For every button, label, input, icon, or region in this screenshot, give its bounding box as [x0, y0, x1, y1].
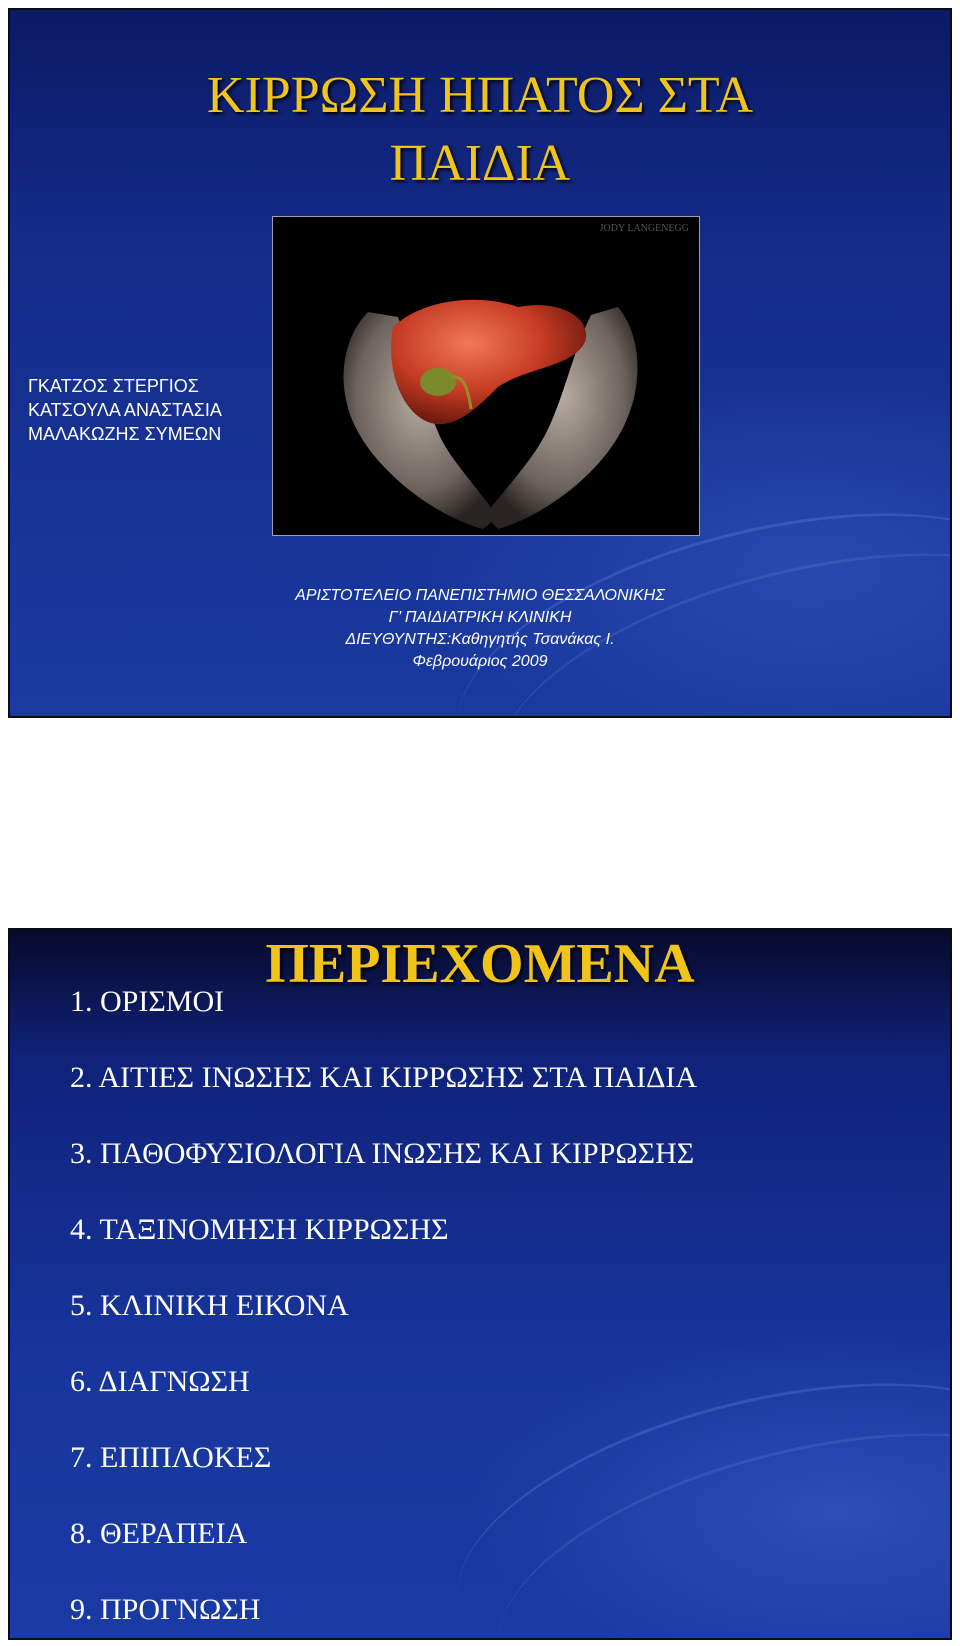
author-name: ΓΚΑΤΖΟΣ ΣΤΕΡΓΙΟΣ — [28, 376, 199, 396]
liver-illustration — [273, 217, 699, 535]
contents-list — [70, 982, 697, 1640]
list-item: 8. ΘΕΡΑΠΕΙΑ — [70, 1517, 248, 1550]
liver-in-hands-image — [272, 216, 700, 536]
institution-line: Γ’ ΠΑΙΔΙΑΤΡΙΚΗ ΚΛΙΝΙΚΗ — [388, 609, 572, 626]
author-name: ΚΑΤΣΟΥΛΑ ΑΝΑΣΤΑΣΙΑ — [28, 400, 222, 420]
contents-title: ΠΕΡΙΕΧΟΜΕΝΑ — [265, 933, 695, 995]
contents-slide — [8, 928, 952, 1640]
list-item: 6. ΔΙΑΓΝΩΣΗ — [70, 1365, 250, 1398]
list-item: 9. ΠΡΟΓΝΩΣΗ — [70, 1593, 261, 1626]
list-item: 7. ΕΠΙΠΛΟΚΕΣ — [70, 1441, 272, 1474]
institution-line: ΑΡΙΣΤΟΤΕΛΕΙΟ ΠΑΝΕΠΙΣΤΗΜΙΟ ΘΕΣΣΑΛΟΝΙΚΗΣ — [295, 587, 665, 604]
institution-block — [10, 585, 950, 673]
author-name: ΜΑΛΑΚΩΖΗΣ ΣΥΜΕΩΝ — [28, 424, 222, 444]
list-item: 1. ΟΡΙΣΜΟΙ — [70, 985, 225, 1018]
slide-title-line: ΚΙΡΡΩΣΗ ΗΠΑΤΟΣ ΣΤΑ — [206, 67, 754, 124]
list-item: 4. ΤΑΞΙΝΟΜΗΣΗ ΚΙΡΡΩΣΗΣ — [70, 1213, 449, 1246]
list-item: 3. ΠΑΘΟΦΥΣΙΟΛΟΓΙΑ ΙΝΩΣΗΣ ΚΑΙ ΚΙΡΡΩΣΗΣ — [70, 1137, 695, 1170]
institution-line: Φεβρουάριος 2009 — [412, 653, 548, 670]
institution-line: ΔΙΕΥΘΥΝΤΗΣ:Καθηγητής Τσανάκας Ι. — [345, 631, 615, 648]
image-watermark: JODY LANGENEGG — [599, 223, 689, 234]
list-item: 5. ΚΛΙΝΙΚΗ ΕΙΚΟΝΑ — [70, 1289, 349, 1322]
list-item: 2. ΑΙΤΙΕΣ ΙΝΩΣΗΣ ΚΑΙ ΚΙΡΡΩΣΗΣ ΣΤΑ ΠΑΙΔΙΑ — [70, 1061, 698, 1094]
slide-title-line: ΠΑΙΔΙΑ — [389, 135, 571, 192]
authors-list — [28, 374, 222, 446]
slide-title — [10, 62, 950, 198]
title-slide — [8, 8, 952, 718]
